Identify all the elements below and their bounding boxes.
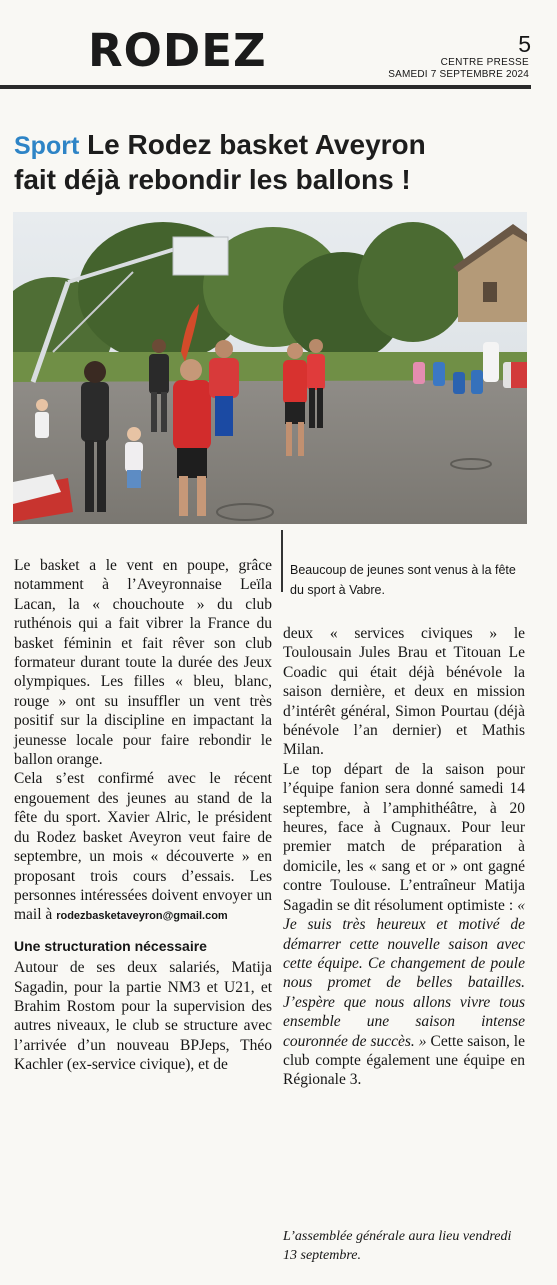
- article-footnote: L’assemblée générale aura lieu vendredi 13 septembre.: [283, 1229, 512, 1263]
- article-headline: [14, 128, 534, 197]
- page-number: 5: [518, 31, 531, 57]
- email-address: rodezbasketaveyron@gmail.com: [56, 910, 228, 923]
- headline-line-2: fait déjà rebondir les ballons !: [14, 164, 411, 195]
- masthead-rule: [0, 85, 531, 89]
- paragraph: [14, 769, 272, 926]
- paragraph-text: Le top départ de la saison pour l’équipe fanion sera donné samedi 14 septembre, à l’amphithéâtre, à 20 heures, face à Cugnaux. Pour leur premier match de préparation à domicile, les « sang et or » ont gagné contre Toulouse. L’entraîneur Matija Sagadin se dit résolument optimiste :: [283, 760, 525, 914]
- paragraph-text: Cela s’est confirmé avec le récent engouement des jeunes au stand de la fête du sport. Xavier Alric, le président du Rodez basket Aveyron veut faire de septembre, un mois « découverte » en proposant trois cours d’essais. Les personnes intéressées doivent envoyer un mail à: [14, 770, 272, 924]
- headline-line-1: Le Rodez basket Aveyron: [87, 129, 426, 160]
- paragraph: [283, 760, 525, 1090]
- newspaper-name: CENTRE PRESSE: [440, 57, 529, 68]
- caption-rule: [281, 530, 283, 592]
- paragraph: Autour de ses deux salariés, Matija Sagadin, pour la partie NM3 et U21, et Brahim Rostom pour la supervision des autres niveaux, le club se structure avec l’arrivée d’un nouveau BPJeps, Théo Kachler (ex-service civique), et de: [14, 959, 272, 1074]
- article-column-left: [14, 556, 272, 1075]
- city-title: RODEZ: [88, 24, 267, 77]
- paragraph: deux « services civiques » le Toulousain Jules Brau et Titouan Le Coadic qui était déjà bénévole la saison dernière, et deux en mission d’intérêt général, Simon Pourtau (déjà bénévole l’an dernier) et Mathis Milan.: [283, 625, 525, 759]
- article-photo: [13, 212, 527, 524]
- section-kicker: Sport: [14, 132, 80, 160]
- masthead: [0, 0, 557, 92]
- paragraph-text: Cette saison, le club compte également une équipe en Régionale 3.: [283, 1032, 525, 1089]
- issue-date: SAMEDI 7 SEPTEMBRE 2024: [388, 69, 529, 80]
- photo-caption: Beaucoup de jeunes sont venus à la fête du sport à Vabre.: [290, 563, 516, 597]
- section-subhead: Une structuration nécessaire: [14, 937, 207, 954]
- coach-quote: « Je suis très heureux et motivé de démarrer cette nouvelle saison avec cette équipe. Ce changement de poule nous promet de belles batailles. J’espère que nous allons vivre tous ensemble une saison intense couronnée de succès. »: [283, 896, 525, 1050]
- paragraph: Le basket a le vent en poupe, grâce notamment à l’Aveyronnaise Leïla Lacan, la « chouchoute » du club ruthénois qui a fait vibrer la France du basket féminin et fait rêver son club formateur durant toute la durée des Jeux olympiques. Les filles « bleu, blanc, rouge » ont su insuffler un vent très positif sur la discipline en impactant la jeunesse locale pour faire rebondir le ballon orange.: [14, 557, 272, 769]
- article-column-right: [283, 624, 525, 1090]
